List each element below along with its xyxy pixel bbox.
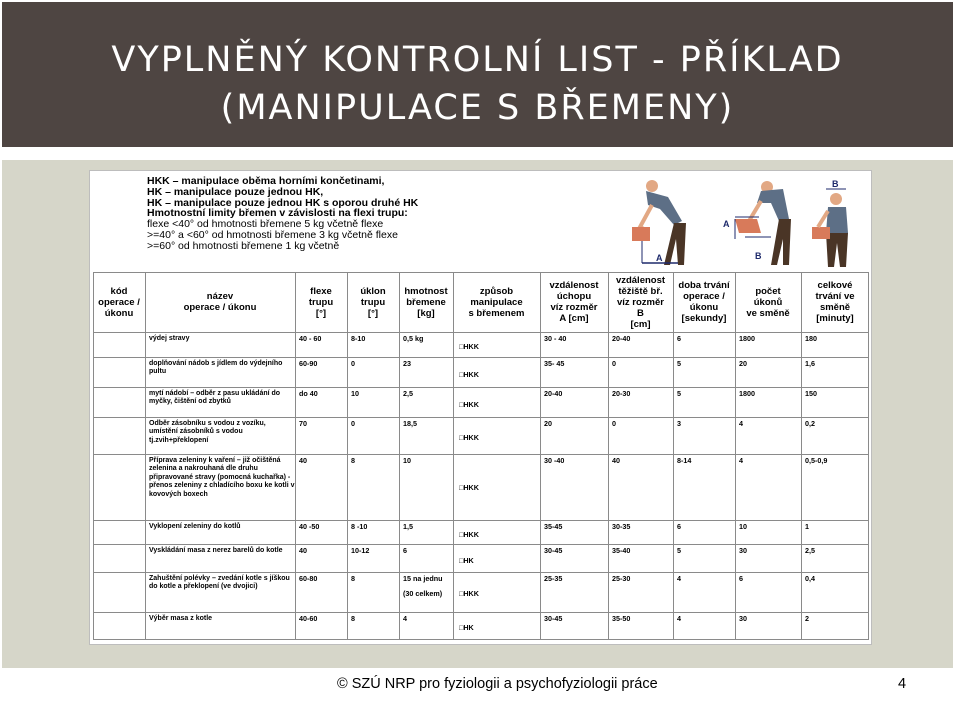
cell-pocet: 6 [739, 574, 743, 583]
cell-celkove: 2 [805, 614, 809, 623]
cell-doba: 4 [677, 574, 681, 583]
cell-zpusob: □HKK [459, 342, 479, 351]
footer-copyright: © SZÚ NRP pro fyziologii a psychofyziologii práce [337, 676, 658, 692]
cell-hmotnost: 0,5 kg [403, 334, 424, 343]
legend-line-limit-1: flexe <40° od hmotnosti břemene 5 kg včetně flexe [147, 218, 384, 231]
cell-vzdalenost-a: 25-35 [544, 574, 563, 583]
header-uklon: úklon trupu [°] [360, 285, 386, 319]
cell-vzdalenost-b: 25-30 [612, 574, 631, 583]
cell-vzdalenost-b: 20-40 [612, 334, 631, 343]
slide-title-line-1: VYPLNĚNÝ KONTROLNÍ LIST - PŘÍKLAD [111, 40, 844, 80]
cell-flexe: 40 -50 [299, 522, 320, 531]
fig2-arm [749, 201, 761, 221]
cell-pocet: 4 [739, 456, 743, 465]
cell-vzdalenost-a: 20-40 [544, 389, 563, 398]
cell-name: Zahuštění polévky – zvedání kotle s jíškou do kotle a překlopení (ve dvojici) [149, 575, 290, 591]
cell-flexe: 60-80 [299, 574, 318, 583]
cell-celkove: 150 [805, 389, 817, 398]
cell-uklon: 0 [351, 419, 355, 428]
legend-line-limit-3: >=60° od hmotnosti břemene 1 kg včetně [147, 239, 340, 252]
cell-doba: 5 [677, 389, 681, 398]
cell-doba: 6 [677, 334, 681, 343]
cell-hmotnost: 18,5 [403, 419, 417, 428]
cell-celkove: 2,5 [805, 546, 815, 555]
table-row [93, 572, 869, 612]
fig2-torso [757, 189, 789, 221]
cell-hmotnost: 6 [403, 546, 407, 555]
cell-celkove: 1 [805, 522, 809, 531]
cell-celkove: 0,2 [805, 419, 815, 428]
page-number: 4 [898, 676, 907, 692]
cell-vzdalenost-b: 35-40 [612, 546, 631, 555]
cell-pocet: 30 [739, 546, 747, 555]
checklist-table [93, 272, 869, 642]
cell-zpusob: □HK [459, 623, 474, 632]
header-pocet: počet úkonů ve směně [746, 285, 790, 319]
legend-line-hk: HK – manipulace pouze jednou HK, [147, 185, 324, 198]
header-kod: kód operace / úkonu [98, 285, 140, 319]
table-row [93, 387, 869, 417]
cell-uklon: 8 -10 [351, 522, 368, 531]
cell-vzdalenost-a: 35- 45 [544, 359, 565, 368]
checklist-sheet [89, 170, 872, 645]
cell-doba: 5 [677, 359, 681, 368]
cell-zpusob: □HK [459, 556, 474, 565]
cell-pocet: 4 [739, 419, 743, 428]
legend-line-hkk: HKK – manipulace oběma horními končetinami, [147, 175, 385, 187]
cell-name: Příprava zeleniny k vaření – již očištěná zelenina a nakrouhaná dle druhu připravované stravy (pomocná kuchařka) - přenos zeleniny z chladícího boxu ke kotli v kovových boxech [149, 457, 295, 498]
cell-name: výdej stravy [149, 335, 190, 342]
cell-name: Vyklopení zeleniny do kotlů [149, 523, 241, 530]
cell-name: Odběr zásobníku s vodou z vozíku, umístění zásobníků s vodou tj.zvih+překlopení [149, 420, 266, 444]
table-row [93, 357, 869, 387]
cell-celkove: 0,4 [805, 574, 815, 583]
cell-hmotnost: 10 [403, 456, 411, 465]
cell-flexe: 40 [299, 546, 307, 555]
fig3-head [830, 193, 842, 205]
cell-flexe: do 40 [299, 389, 318, 398]
cell-doba: 3 [677, 419, 681, 428]
fig3-label-b: B [832, 179, 839, 189]
cell-uklon: 10-12 [351, 546, 370, 555]
fig1-box [632, 227, 650, 241]
cell-hmotnost: 1,5 [403, 522, 413, 531]
cell-flexe: 40-60 [299, 614, 318, 623]
header-flexe: flexe trupu [°] [308, 285, 334, 319]
cell-vzdalenost-a: 35-45 [544, 522, 563, 531]
cell-hmotnost: 2,5 [403, 389, 413, 398]
header-zpusob: způsob manipulace s břemenem [468, 285, 525, 319]
cell-vzdalenost-a: 30-45 [544, 614, 563, 623]
table-row-divider [93, 639, 869, 640]
header-vzdalenost-b: vzdálenost těžiště bř. víz rozměr B [cm] [615, 274, 666, 330]
cell-vzdalenost-b: 40 [612, 456, 620, 465]
cell-hmotnost: 23 [403, 359, 411, 368]
cell-flexe: 40 - 60 [299, 334, 322, 343]
cell-vzdalenost-a: 30 - 40 [544, 334, 567, 343]
header-hmotnost: hmotnost břemene [kg] [404, 285, 448, 319]
legend-line-hk-support: HK – manipulace pouze jednou HK s oporou druhé HK [147, 196, 419, 209]
cell-doba: 5 [677, 546, 681, 555]
figure-stooping-worker [705, 177, 800, 269]
cell-celkove: 0,5-0,9 [805, 456, 828, 465]
cell-doba: 4 [677, 614, 681, 623]
cell-zpusob: □HKK [459, 589, 479, 598]
cell-uklon: 10 [351, 389, 359, 398]
cell-hmotnost: 4 [403, 614, 407, 623]
cell-name: Výběr masa z kotle [149, 615, 213, 622]
cell-vzdalenost-b: 20-30 [612, 389, 631, 398]
cell-vzdalenost-a: 20 [544, 419, 552, 428]
legend [147, 176, 547, 252]
title-bar [2, 2, 953, 147]
fig1-legs [664, 223, 686, 265]
cell-uklon: 8-10 [351, 334, 366, 343]
figure-standing-worker [806, 177, 866, 269]
table-row [93, 520, 869, 544]
table-row [93, 454, 869, 520]
legend-line-limit-2: >=40° a <60° od hmotnosti břemene 3 kg včetně flexe [147, 228, 398, 241]
fig3-box [812, 227, 830, 239]
cell-vzdalenost-b: 0 [612, 419, 616, 428]
cell-vzdalenost-a: 30-45 [544, 546, 563, 555]
fig2-label-a: A [723, 219, 730, 229]
cell-doba: 6 [677, 522, 681, 531]
cell-name: Vyskládání masa z nerez barelů do kotle [149, 547, 283, 554]
cell-zpusob: □HKK [459, 433, 479, 442]
cell-zpusob: □HKK [459, 400, 479, 409]
fig1-head [646, 180, 658, 192]
cell-pocet: 10 [739, 522, 747, 531]
header-doba: doba trvání operace / úkonu [sekundy] [678, 280, 730, 324]
cell-flexe: 70 [299, 419, 307, 428]
cell-uklon: 8 [351, 574, 355, 583]
table-row [93, 544, 869, 572]
cell-name: doplňování nádob s jídlem do výdejního pultu [149, 360, 283, 376]
cell-vzdalenost-b: 35-50 [612, 614, 631, 623]
cell-uklon: 8 [351, 614, 355, 623]
slide-title-line-2: (MANIPULACE S BŘEMENY) [220, 88, 735, 128]
cell-name: mytí nádobí – odběr z pasu ukládání do myčky, čištění od zbytků [149, 390, 281, 406]
table-row [93, 332, 869, 357]
cell-flexe: 40 [299, 456, 307, 465]
fig3-arm [818, 211, 828, 227]
cell-celkove: 1,6 [805, 359, 815, 368]
cell-doba: 8-14 [677, 456, 692, 465]
cell-pocet: 1800 [739, 389, 755, 398]
cell-pocet: 20 [739, 359, 747, 368]
cell-vzdalenost-b: 30-35 [612, 522, 631, 531]
cell-hmotnost-total: (30 celkem) [403, 589, 443, 598]
cell-celkove: 180 [805, 334, 817, 343]
fig2-legs [771, 219, 791, 265]
legend-line-limits-title: Hmotnostní limity břemen v závislosti na flexi trupu: [147, 207, 408, 220]
cell-uklon: 0 [351, 359, 355, 368]
cell-zpusob: □HKK [459, 530, 479, 539]
header-celkove: celkové trvání ve směně [minuty] [815, 280, 855, 324]
cell-zpusob: □HKK [459, 483, 479, 492]
fig1-label-a: A [656, 253, 663, 263]
table-row [93, 612, 869, 639]
cell-hmotnost: 15 na jednu [403, 574, 443, 583]
cell-vzdalenost-b: 0 [612, 359, 616, 368]
cell-flexe: 60-90 [299, 359, 318, 368]
header-vzdalenost-a: vzdálenost úchopu víz rozměr A [cm] [549, 280, 599, 324]
fig2-label-b: B [755, 251, 762, 261]
fig1-arm [640, 205, 652, 229]
cell-pocet: 30 [739, 614, 747, 623]
cell-vzdalenost-a: 30 -40 [544, 456, 565, 465]
cell-pocet: 1800 [739, 334, 755, 343]
cell-uklon: 8 [351, 456, 355, 465]
table-row [93, 417, 869, 454]
cell-zpusob: □HKK [459, 370, 479, 379]
fig2-box [735, 219, 761, 233]
header-nazev: název operace / úkonu [183, 291, 257, 313]
